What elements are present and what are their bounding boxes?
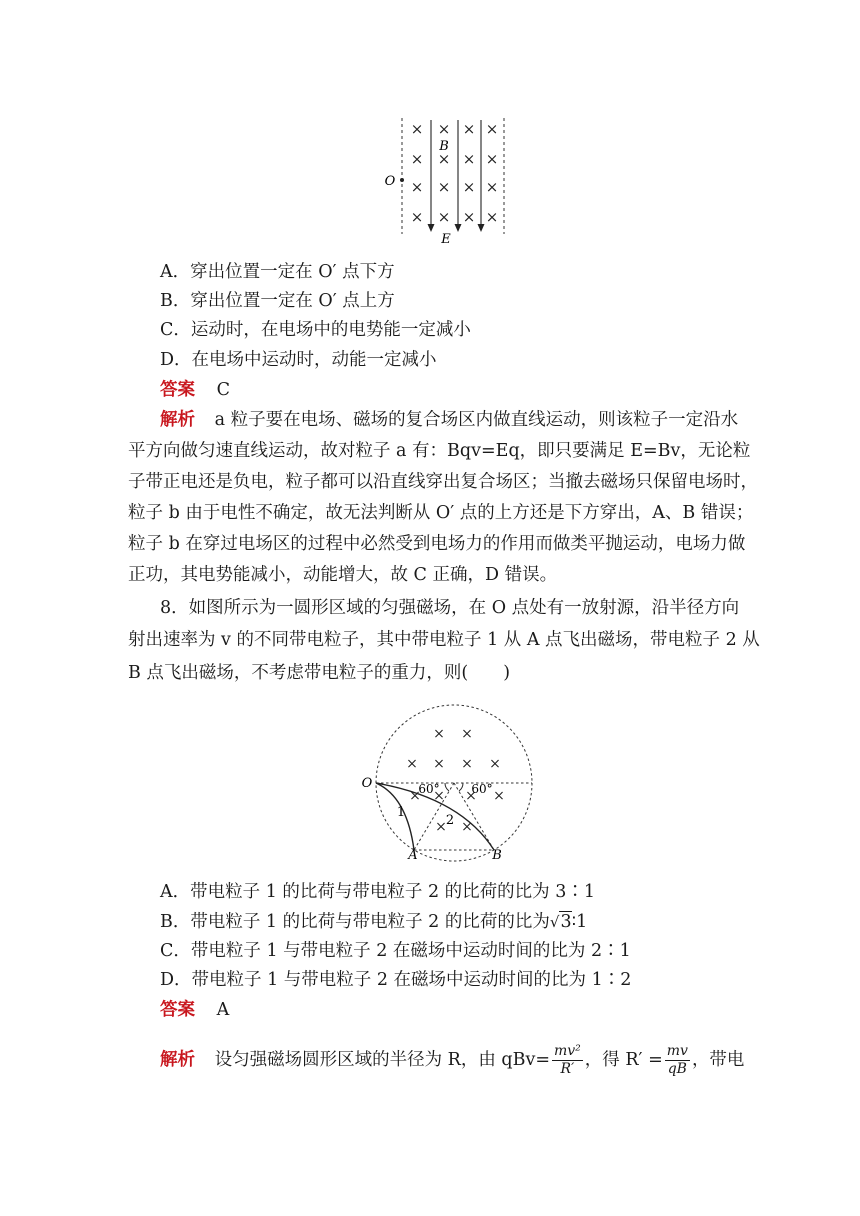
cross-mark: × — [433, 726, 445, 742]
angle-arc-left — [445, 783, 449, 791]
q8-analysis-line-1: 解析 设匀强磁场圆形区域的半径为 R，由 qBv= $\frac{\text{mv²}}{R'}$ ，得 R′ = $\frac{mv}{qB}$ ，带电 — [160, 1043, 745, 1077]
cross-mark: × — [406, 756, 418, 772]
cross-mark: × — [410, 178, 424, 196]
label-B: B — [439, 139, 449, 154]
cross-mark: × — [489, 756, 501, 772]
cross-mark: × — [485, 178, 499, 196]
angle-label-left: 60° — [418, 782, 440, 796]
cross-mark: × — [485, 120, 499, 138]
field-crosses — [406, 726, 505, 835]
q8-option-a: A．带电粒子 1 的比荷与带电粒子 2 的比荷的比为 3∶1 — [160, 882, 595, 902]
q8-option-b: B．带电粒子 1 的比荷与带电粒子 2 的比荷的比为√3∶1 — [160, 912, 588, 932]
label-A: A — [408, 848, 418, 863]
q8-stem-line-3: B 点飞出磁场，不考虑带电粒子的重力，则( ) — [128, 663, 511, 683]
answer-value: C — [216, 380, 230, 400]
q7-answer — [160, 378, 230, 402]
cross-mark: × — [461, 819, 473, 835]
q7-option-a: A．穿出位置一定在 O′ 点下方 — [160, 262, 395, 282]
q7-analysis-line-5: 粒子 b 在穿过电场区的过程中必然受到电场力的作用而做类平抛运动，电场力做 — [128, 534, 746, 554]
answer-label: 答案 — [160, 1000, 195, 1020]
q8-option-c: C．带电粒子 1 与带电粒子 2 在磁场中运动时间的比为 2∶1 — [160, 941, 631, 961]
label-B: B — [492, 848, 502, 863]
cross-mark: × — [437, 120, 451, 138]
cross-mark: × — [461, 756, 473, 772]
angle-arc-right — [459, 783, 463, 791]
cross-mark: × — [435, 819, 447, 835]
point-O — [400, 178, 404, 182]
cross-mark: × — [462, 120, 476, 138]
analysis-label: 解析 — [160, 1050, 195, 1070]
q7-analysis-line-1: 解析 a 粒子要在电场、磁场的复合场区内做直线运动，则该粒子一定沿水 — [160, 410, 739, 430]
label-E: E — [441, 232, 451, 247]
q8-option-d: D．带电粒子 1 与带电粒子 2 在磁场中运动时间的比为 1∶2 — [160, 970, 632, 990]
label-trajectory-1: 1 — [396, 805, 406, 820]
label-O: O — [384, 174, 396, 189]
q7-option-c: C．运动时，在电场中的电势能一定减小 — [160, 320, 471, 340]
cross-mark: × — [433, 788, 445, 804]
q7-option-b: B．穿出位置一定在 O′ 点上方 — [160, 291, 395, 311]
angle-label-right: 60° — [471, 782, 493, 796]
cross-mark: × — [465, 788, 477, 804]
label-trajectory-2: 2 — [445, 813, 455, 828]
q8-stem-line-1: 8．如图所示为一圆形区域的匀强磁场，在 O 点处有一放射源，沿半径方向 — [160, 598, 740, 618]
cross-mark: × — [410, 150, 424, 168]
cross-mark: × — [437, 208, 451, 226]
cross-mark: × — [433, 756, 445, 772]
cross-mark: × — [437, 178, 451, 196]
cross-mark: × — [409, 788, 421, 804]
q8-stem-line-2: 射出速率为 v 的不同带电粒子，其中带电粒子 1 从 A 点飞出磁场，带电粒子 2 从 — [128, 630, 760, 650]
cross-mark: × — [437, 150, 451, 168]
cross-mark: × — [485, 150, 499, 168]
q7-analysis-line-4: 粒子 b 由于电性不确定，故无法判断从 O′ 点的上方还是下方穿出，A、B 错误； — [128, 503, 754, 523]
cross-mark: × — [462, 208, 476, 226]
label-O: O — [361, 776, 373, 791]
circular-field-figure — [355, 700, 540, 865]
cross-mark: × — [493, 788, 505, 804]
cross-mark: × — [410, 208, 424, 226]
cross-mark: × — [461, 726, 473, 742]
answer-label: 答案 — [160, 380, 195, 400]
fraction-mv-over-qB: $\frac{mv}{qB}$ — [666, 1043, 688, 1077]
magnetic-field-crosses — [411, 120, 499, 226]
field-region-figure — [380, 112, 510, 247]
electric-field-lines — [428, 120, 485, 232]
q7-option-d: D．在电场中运动时，动能一定减小 — [160, 350, 437, 370]
cross-mark: × — [462, 178, 476, 196]
q7-analysis-line-6: 正功，其电势能减小，动能增大，故 C 正确，D 错误。 — [128, 565, 558, 585]
fraction-mv2-over-R: $\frac{\text{mv²}}{R'}$ — [554, 1043, 581, 1077]
analysis-label: 解析 — [160, 410, 195, 430]
cross-mark: × — [462, 150, 476, 168]
cross-mark: × — [410, 120, 424, 138]
q8-answer — [160, 998, 229, 1022]
q7-analysis-line-3: 子带正电还是负电，粒子都可以沿直线穿出复合场区；当撤去磁场只保留电场时， — [128, 472, 758, 492]
cross-mark: × — [485, 208, 499, 226]
q7-analysis-line-2: 平方向做匀速直线运动，故对粒子 a 有：Bqv=Eq，即只要满足 E=Bv，无论粒 — [128, 441, 751, 461]
answer-value: A — [216, 1000, 230, 1020]
